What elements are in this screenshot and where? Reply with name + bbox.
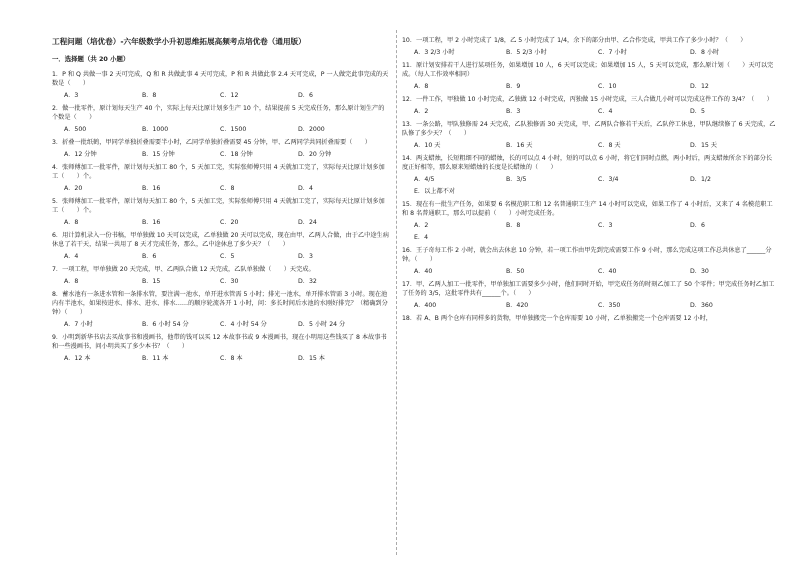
option-choice: D．30 <box>690 268 709 275</box>
left-column <box>52 36 390 367</box>
option-choice: A．3 2/3 小时 <box>414 49 455 56</box>
option-row <box>414 267 778 276</box>
option-choice: C．8 天 <box>598 142 621 149</box>
option-choice: A．7 小时 <box>64 321 93 328</box>
option-choice: C．40 <box>598 268 617 275</box>
option-choice: D．4 <box>298 185 313 192</box>
question-item <box>52 265 390 286</box>
option-choice: B．16 <box>142 185 161 192</box>
option-extra: E．以上都不对 <box>414 188 456 195</box>
question-stem: 3．折叠一批纸鹤，甲同学单独折叠需要半小时，乙同学单独折叠需要 45 分钟，甲、乙两同学共同折叠需要（ ） <box>52 139 371 146</box>
option-row <box>64 354 390 363</box>
question-item <box>402 95 778 116</box>
option-choice: D．24 <box>298 219 317 226</box>
question-item <box>52 138 390 159</box>
option-choice: A．4/5 <box>414 176 435 183</box>
option-choice: C．18 分钟 <box>220 151 253 158</box>
question-stem: 1．P 和 Q 共做一事 2 天可完成，Q 和 R 共做此事 4 天可完成，P 和 R 共做此事 2.4 天可完成，P 一人做完此事完成的天数是（ ） <box>52 71 389 87</box>
option-choice: C．12 <box>220 92 239 99</box>
option-choice: A．40 <box>414 268 433 275</box>
option-row <box>414 141 778 150</box>
option-choice: A．3 <box>64 92 79 99</box>
option-choice: A．4 <box>64 253 79 260</box>
option-choice: C．30 <box>220 278 239 285</box>
question-stem: 6．用计算机录入一份书稿，甲单独做 10 天可以完成，乙单独做 20 天可以完成，现在由甲、乙两人合做，由于乙中途生病休息了若干天，结果一共用了 8 天才完成任务，那么，乙中途休息了多少天？（ ） <box>52 232 389 248</box>
question-item <box>402 246 778 276</box>
option-choice: D．6 <box>690 222 705 229</box>
option-choice: C．1500 <box>220 126 247 133</box>
option-row <box>64 252 390 261</box>
question-item <box>52 70 390 100</box>
option-choice: D．32 <box>298 278 317 285</box>
option-choice: B．3/5 <box>506 176 527 183</box>
question-stem: 12．一件工作，甲独做 10 小时完成，乙独做 12 小时完成，丙独做 15 小时完成，三人合做几小时可以完成这件工作的 3/4？（ ） <box>402 96 773 103</box>
question-stem: 16．王子奇每工作 2 小时，就会出去休息 10 分钟，若一项工作由甲先到完成需要工作 9 小时，那么完成这项工作总共休息了______分钟。（ ） <box>402 247 772 263</box>
option-choice: C．10 <box>598 83 617 90</box>
option-choice: D．5 <box>690 108 705 115</box>
option-choice: D．3 <box>298 253 313 260</box>
question-item <box>52 290 390 329</box>
question-stem: 7．一项工程，甲单独做 20 天完成，甲、乙两队合做 12 天完成，乙队单独做（ ）天完成。 <box>52 266 315 273</box>
option-choice: D．5 小时 24 分 <box>298 321 346 328</box>
option-choice: A．8 <box>414 83 429 90</box>
question-item <box>402 154 778 196</box>
question-stem: 13．一条公路，甲队独修需 24 天完成，乙队独修需 30 天完成，甲、乙两队合修若干天后，乙队停工休息，甲队继续修了 6 天完成，乙队修了多少天？（ ） <box>402 121 776 137</box>
option-choice: C．4 小时 54 分 <box>220 321 267 328</box>
option-choice: D．15 天 <box>690 142 717 149</box>
option-choice: A．12 分钟 <box>64 151 97 158</box>
section-heading: 一．选择题（共 20 小题） <box>52 55 130 63</box>
option-choice: B．420 <box>506 302 529 309</box>
option-choice: C．8 本 <box>220 355 243 362</box>
option-row <box>414 82 778 91</box>
option-choice: B．6 小时 54 分 <box>142 321 189 328</box>
option-choice: D．360 <box>690 302 713 309</box>
option-choice: B．1000 <box>142 126 169 133</box>
question-stem: 10．一项工程，甲 2 小时完成了 1/8，乙 5 小时完成了 1/4，余下的部分由甲、乙合作完成，甲共工作了多少小时？（ ） <box>402 37 747 44</box>
option-row <box>414 221 778 230</box>
question-item <box>402 314 778 323</box>
option-extra: E．4 <box>414 234 429 241</box>
option-choice: D．2000 <box>298 126 325 133</box>
option-row <box>64 320 390 329</box>
option-row <box>64 277 390 286</box>
question-item <box>52 197 390 227</box>
option-choice: A．8 <box>64 278 79 285</box>
question-stem: 9．小明到新华书店去买故事书和漫画书，他带的钱可以买 12 本故事书或 9 本漫画书，现在小明用这些钱买了 8 本故事书和一些漫画书，问小明共买了多少本书？（ ） <box>52 334 387 350</box>
option-row <box>64 184 390 193</box>
question-item <box>52 333 390 363</box>
question-stem: 5．张师傅加工一批零件，原计划每天加工 80 个，5 天加工完，实际张师傅只用 4 天就加工完了，实际每天比原计划多加工（ ）个。 <box>52 198 385 214</box>
option-row <box>414 48 778 57</box>
right-question-list <box>402 36 778 323</box>
option-choice: D．15 本 <box>298 355 325 362</box>
option-choice: A．10 天 <box>414 142 441 149</box>
option-choice: C．3/4 <box>598 176 619 183</box>
option-choice: C．5 <box>220 253 235 260</box>
column-divider <box>396 30 397 555</box>
option-choice: B．8 <box>506 222 521 229</box>
option-choice: C．350 <box>598 302 621 309</box>
option-choice: B．50 <box>506 268 525 275</box>
option-row <box>64 150 390 159</box>
option-row <box>414 107 778 116</box>
question-item <box>402 61 778 91</box>
question-stem: 11．原计划安排若干人进行某项任务，如果增加 10 人，6 天可以完成；如果增加 15 人，5 天可以完成，那么原计划（ ）天可以完成。（每人工作效率相同） <box>402 62 774 78</box>
option-choice: A．2 <box>414 222 429 229</box>
question-item <box>52 231 390 261</box>
question-stem: 17．甲、乙两人加工一批零件，甲单独加工需要多少小时，他们同时开始，甲完成任务的时刻乙加工了 50 个零件；甲完成任务时乙加工了任务的 3/5，这批零件共有______个。（ ） <box>402 281 775 297</box>
right-column <box>402 36 778 327</box>
option-choice: B．3 <box>506 108 521 115</box>
option-choice: A．2 <box>414 108 429 115</box>
option-row <box>64 218 390 227</box>
option-choice: B．5 2/3 小时 <box>506 49 547 56</box>
option-row <box>64 125 390 134</box>
option-choice: C．3 <box>598 222 613 229</box>
option-choice: B．16 <box>142 219 161 226</box>
option-row <box>414 301 778 310</box>
option-choice: D．12 <box>690 83 709 90</box>
option-choice: C．8 <box>220 185 235 192</box>
option-row <box>64 91 390 100</box>
question-item <box>402 36 778 57</box>
question-item <box>52 163 390 193</box>
option-choice: C．20 <box>220 219 239 226</box>
question-item <box>402 280 778 310</box>
option-choice: A．500 <box>64 126 87 133</box>
question-stem: 2．做一批零件，原计划每天生产 40 个，实际上每天比原计划多生产 10 个，结果提前 5 天完成任务，那么原计划生产的个数是（ ） <box>52 105 385 121</box>
option-choice: D．8 小时 <box>690 49 720 56</box>
question-stem: 8．蓄水池有一条进水管和一条排水管，要注满一池水，单开进水管需 5 小时；排光一池水，单开排水管需 3 小时。现在池内有半池水，如果按进水、排水、进水、排水……的顺序轮流各开 1 小时，问：多长时间后水池的水刚好排完？（精确到分钟）（ ） <box>52 291 388 316</box>
question-item <box>52 104 390 134</box>
option-choice: B．16 天 <box>506 142 533 149</box>
option-row <box>414 175 778 184</box>
question-stem: 18．若 A、B 两个仓库有同样多的货物，甲单独搬完一个仓库需要 10 小时，乙单独搬完一个仓库需要 12 小时， <box>402 315 712 322</box>
question-item <box>402 200 778 242</box>
option-choice: C．7 小时 <box>598 49 627 56</box>
left-question-list <box>52 70 390 363</box>
question-stem: 14．两支蜡烛，长短粗细不同的蜡烛，长的可以点 4 小时，短的可以点 6 小时，将它们同时点燃，两小时后，两支蜡烛所余下的部分长度正好相等，那么原来短蜡烛的长度是长蜡烛的（ ） <box>402 155 773 171</box>
option-choice: B．9 <box>506 83 521 90</box>
option-choice: B．11 本 <box>142 355 169 362</box>
option-choice: B．6 <box>142 253 157 260</box>
option-choice: D．20 分钟 <box>298 151 332 158</box>
page-title: 工程问题（培优卷）-六年级数学小升初思维拓展高频考点培优卷（通用版） <box>52 37 306 46</box>
option-choice: C．4 <box>598 108 613 115</box>
question-stem: 4．张师傅加工一批零件，原计划每天加工 80 个，5 天加工完，实际张师傅只用 4 天就加工完了，实际每天比原计划多加工（ ）个。 <box>52 164 385 180</box>
option-choice: B．15 <box>142 278 161 285</box>
question-stem: 15．现在有一批生产任务，如果要 6 名模范职工和 12 名普通职工生产 14 小时可以完成，如果工作了 4 小时后，又来了 4 名模范职工和 8 名普通职工，那么可以提前（ ）小时完成任务。 <box>402 201 773 217</box>
option-choice: D．6 <box>298 92 313 99</box>
option-choice: B．15 分钟 <box>142 151 175 158</box>
question-item <box>402 120 778 150</box>
option-choice: A．12 本 <box>64 355 91 362</box>
option-choice: A．400 <box>414 302 437 309</box>
option-choice: A．8 <box>64 219 79 226</box>
option-choice: B．8 <box>142 92 157 99</box>
option-choice: A．20 <box>64 185 83 192</box>
option-choice: D．1/2 <box>690 176 711 183</box>
